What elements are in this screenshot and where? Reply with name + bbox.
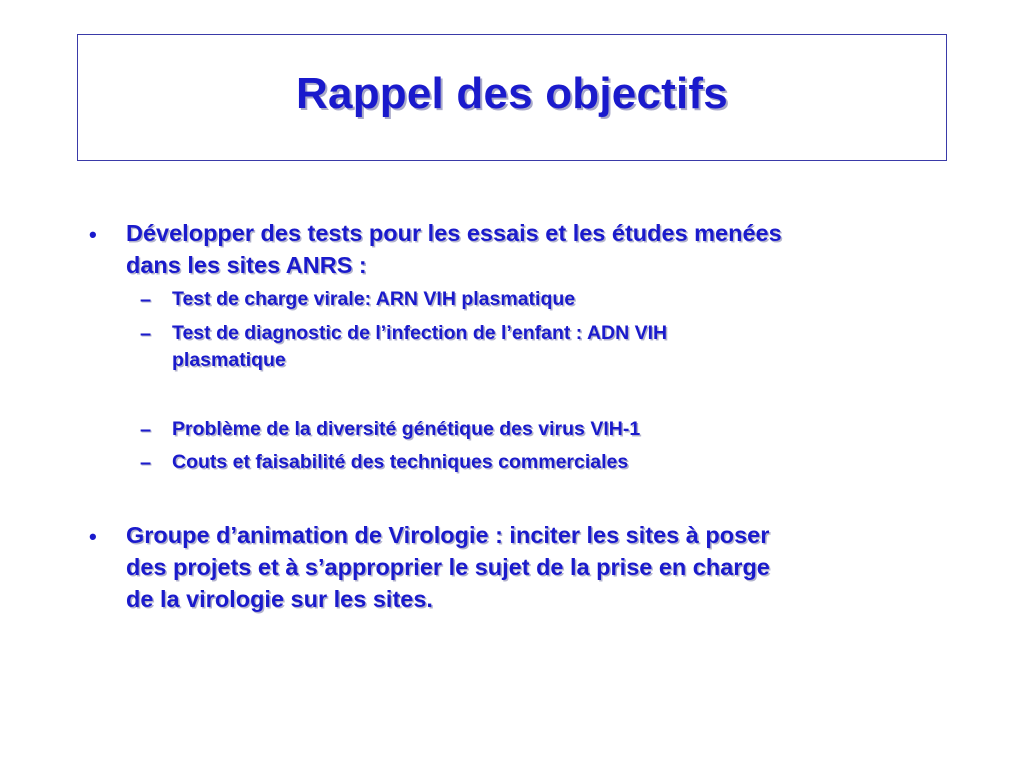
slide-title: Rappel des objectifs [296, 68, 728, 118]
sub-bullet-text-line: Test de diagnostic de l’infection de l’enfant : ADN VIH [172, 322, 668, 344]
sub-bullet-text-line: Problème de la diversité génétique des virus VIH-1 [172, 418, 641, 440]
bullet-text-line: dans les sites ANRS : [126, 252, 367, 278]
bullet-text-line: Développer des tests pour les essais et les études menées [126, 220, 782, 246]
bullet-text-line: Groupe d’animation de Virologie : inciter les sites à poser [126, 522, 770, 548]
dash-marker: – [140, 289, 152, 311]
bullet-marker: • [89, 222, 97, 247]
sub-bullet-text-line: Couts et faisabilité des techniques commerciales [172, 451, 629, 473]
sub-bullet-text-line: Test de charge virale: ARN VIH plasmatique [172, 288, 576, 310]
sub-bullet-text-line: plasmatique [172, 349, 286, 371]
bullet-marker: • [89, 524, 97, 549]
bullet-text-line: des projets et à s’approprier le sujet de la prise en charge [126, 554, 770, 580]
dash-marker: – [140, 323, 152, 345]
bullet-text-line: de la virologie sur les sites. [126, 586, 433, 612]
dash-marker: – [140, 419, 152, 441]
dash-marker: – [140, 452, 152, 474]
